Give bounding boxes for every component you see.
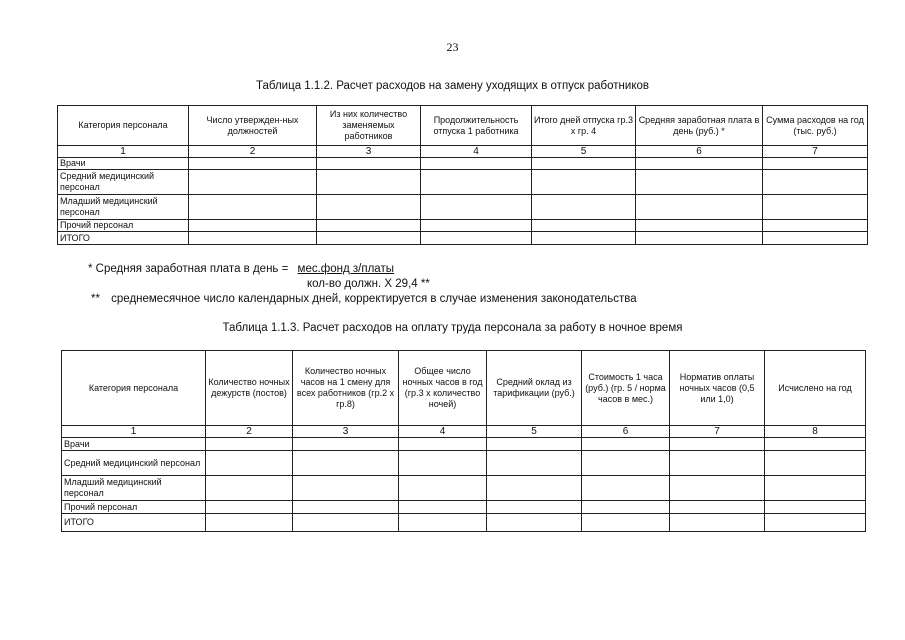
page-number: 23 (446, 40, 459, 54)
table-row (58, 220, 868, 232)
table1-caption: Таблица 1.1.2. Расчет расходов на замену уходящих в отпуск работников (256, 80, 649, 92)
table2-header-cell: Средний оклад из тарификации (руб.) (487, 351, 582, 426)
table2-header-cell: Количество ночных часов на 1 смену для всех работников (гр.2 х гр.8) (293, 351, 399, 426)
row-category-label: Средний медицинский персонал (62, 451, 206, 476)
row-category-label: Средний медицинский персонал (58, 170, 189, 195)
table2-header-cell: Исчислено на год (765, 351, 866, 426)
table-row (58, 158, 868, 170)
table2-header-cell: Норматив оплаты ночных часов (0,5 или 1,0) (670, 351, 765, 426)
table-row (62, 514, 866, 532)
table1-header-cell: Категория персонала (58, 106, 189, 146)
table1-column-number: 1 (58, 146, 189, 158)
table1-number-row (58, 146, 868, 158)
table2-header-cell: Категория персонала (62, 351, 206, 426)
table-row (62, 476, 866, 501)
table2-column-number: 6 (582, 426, 670, 438)
table1-header-cell: Итого дней отпуска гр.3 х гр. 4 (532, 106, 636, 146)
row-category-label: Младший медицинский персонал (62, 476, 206, 501)
row-category-label: Прочий персонал (62, 501, 206, 514)
table2-number-row (62, 426, 866, 438)
table-row (58, 195, 868, 220)
footnote-mark: ** (91, 293, 100, 305)
table1-header-cell: Средняя заработная плата в день (руб.) * (636, 106, 763, 146)
table1-header-cell: Сумма расходов на год (тыс. руб.) (763, 106, 868, 146)
row-category-label: Младший медицинский персонал (58, 195, 189, 220)
table1-column-number: 3 (317, 146, 421, 158)
table-row (58, 232, 868, 245)
table2-header-cell: Общее число ночных часов в год (гр.3 х количество ночей) (399, 351, 487, 426)
formula-label: * Средняя заработная плата в день = (88, 263, 289, 275)
formula-numerator: мес.фонд з/платы (297, 263, 394, 275)
row-category-label: Врачи (58, 158, 189, 170)
table1-column-number: 6 (636, 146, 763, 158)
table2-column-number: 8 (765, 426, 866, 438)
table2-header-cell: Стоимость 1 часа (руб.) (гр. 5 / норма часов в мес.) (582, 351, 670, 426)
footnote (91, 293, 637, 305)
table1-header-cell: Продолжительность отпуска 1 работника (421, 106, 532, 146)
table-row (62, 451, 866, 476)
table2-night-work (61, 350, 866, 532)
table2-column-number: 7 (670, 426, 765, 438)
footnote-text: среднемесячное число календарных дней, корректируется в случае изменения законодательства (111, 293, 637, 305)
row-category-label: Прочий персонал (58, 220, 189, 232)
table2-header-row (62, 351, 866, 426)
table1-column-number: 4 (421, 146, 532, 158)
table1-header-cell: Число утвержден-ных должностей (189, 106, 317, 146)
table2-column-number: 1 (62, 426, 206, 438)
table2-column-number: 2 (206, 426, 293, 438)
table2-column-number: 5 (487, 426, 582, 438)
table2-header-cell: Количество ночных дежурств (постов) (206, 351, 293, 426)
table1-column-number: 7 (763, 146, 868, 158)
table-row (62, 438, 866, 451)
table1-header-cell: Из них количество заменяемых работников (317, 106, 421, 146)
table-row (62, 501, 866, 514)
table2-caption: Таблица 1.1.3. Расчет расходов на оплату труда персонала за работу в ночное время (222, 322, 683, 334)
row-category-label: Врачи (62, 438, 206, 451)
table-row (58, 170, 868, 195)
table1-vacation-replacement (57, 105, 868, 245)
row-category-label: ИТОГО (62, 514, 206, 532)
table1-header-row (58, 106, 868, 146)
table1-column-number: 5 (532, 146, 636, 158)
table2-column-number: 4 (399, 426, 487, 438)
formula-note (88, 263, 394, 275)
row-category-label: ИТОГО (58, 232, 189, 245)
table1-column-number: 2 (189, 146, 317, 158)
table2-column-number: 3 (293, 426, 399, 438)
formula-denominator: кол-во должн. Х 29,4 ** (307, 278, 430, 290)
